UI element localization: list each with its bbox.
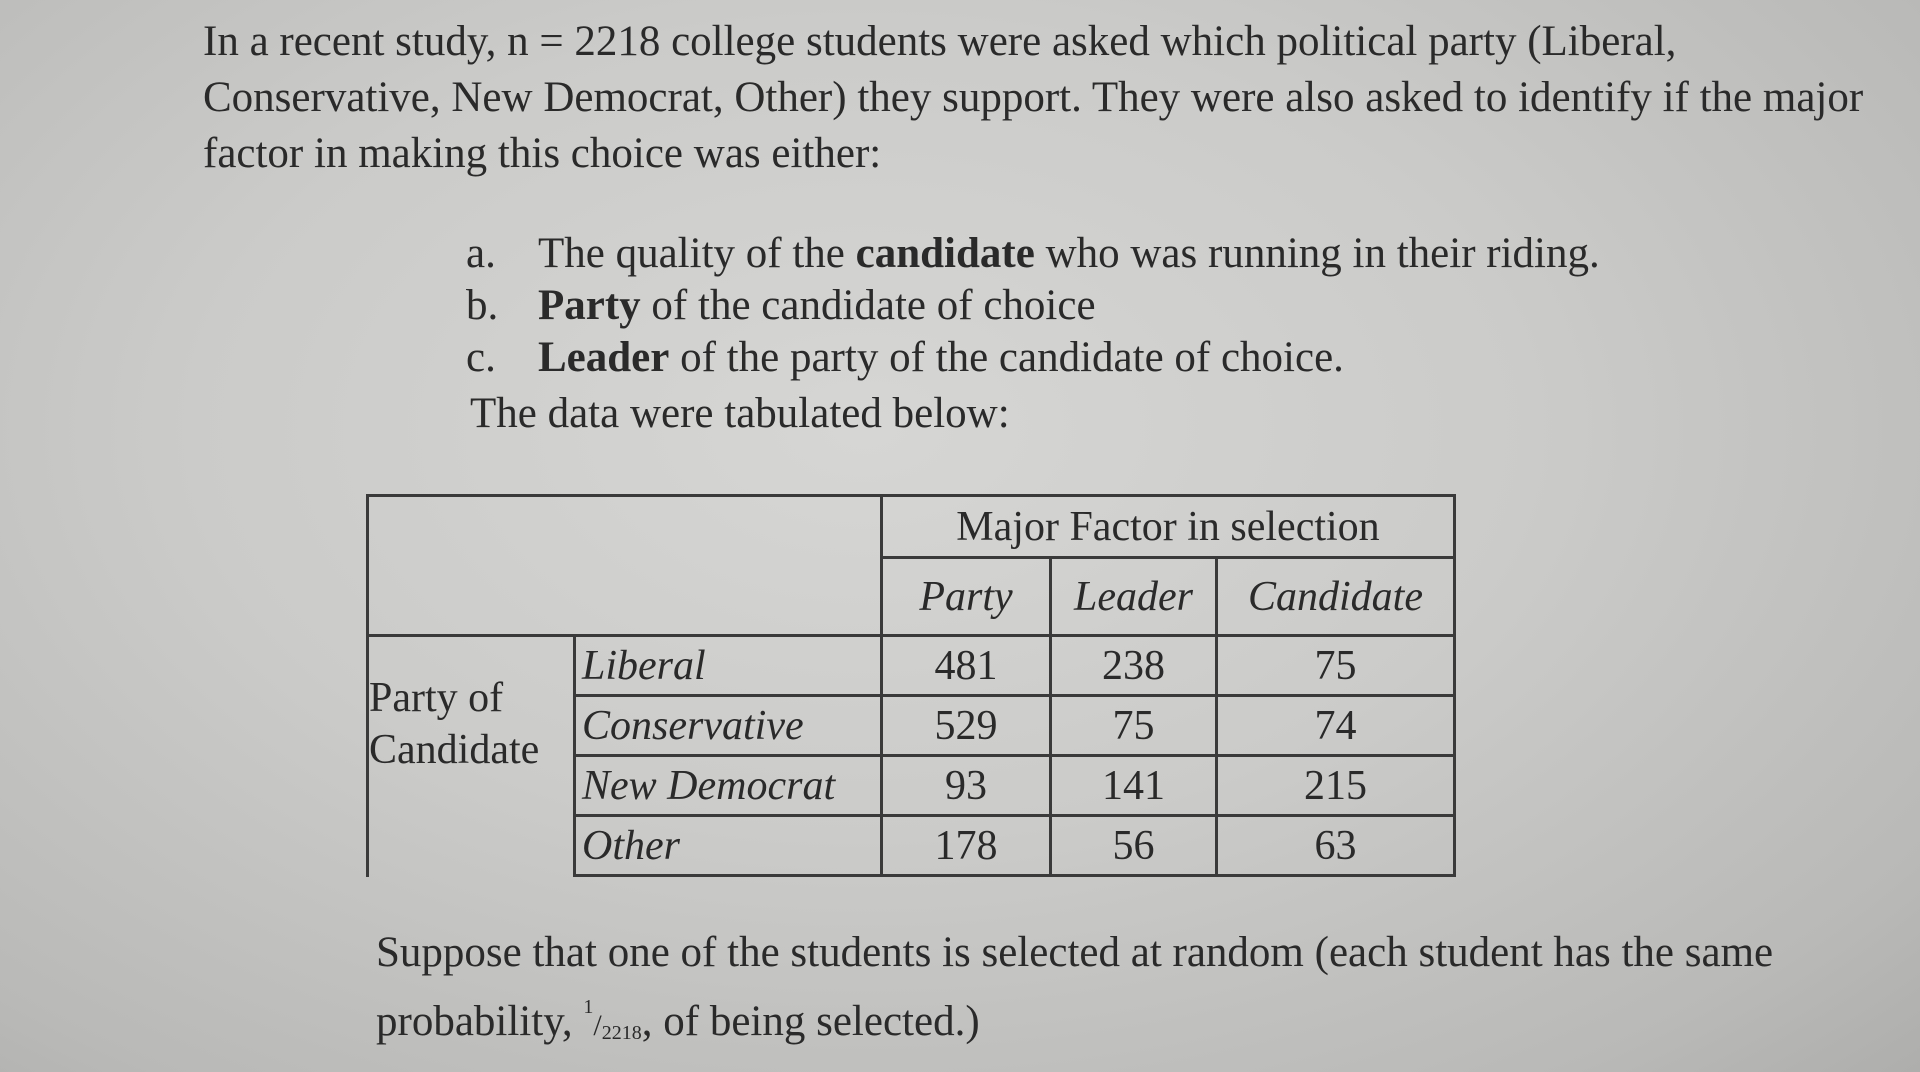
fraction-denominator: 2218 [601,1022,642,1044]
column-header-candidate: Candidate [1248,573,1423,620]
column-header-leader: Leader [1074,573,1193,620]
option-marker: a. [466,230,496,277]
option-marker: b. [466,282,499,329]
table-border-right [1453,494,1456,877]
table-cell: 141 [1102,762,1165,809]
option-text: who was running in their riding. [1034,230,1600,277]
closing-line-1: Suppose that one of the students is selected at random (each student has the same [376,929,1774,976]
row-label-new-democrat: New Democrat [582,762,836,809]
option-keyword: candidate [855,230,1035,277]
table-cell: 215 [1304,762,1367,809]
closing-text-pre: probability, [376,998,584,1045]
closing-text [376,926,1773,1060]
table-cell: 178 [934,822,998,869]
option-text: The quality of the [538,230,856,277]
problem-intro [203,14,1863,182]
table-cell: 481 [934,642,998,689]
intro-line-3: factor in making this choice was either: [203,130,882,177]
table-cell: 93 [945,762,987,809]
closing-text-post: , of being selected.) [641,998,980,1045]
tabulated-caption: The data were tabulated below: [470,390,1010,437]
option-text: of the candidate of choice [640,282,1096,329]
fraction-slash: / [593,1009,602,1042]
row-group-label [369,669,573,779]
column-group-header: Major Factor in selection [956,503,1380,550]
table-cell: 56 [1112,822,1155,869]
option-keyword: Leader [538,334,670,381]
row-label-conservative: Conservative [582,702,804,749]
option-text: of the party of the candidate of choice. [669,334,1344,381]
table-cell: 238 [1102,642,1165,689]
option-b [466,280,1600,332]
table-cell: 74 [1314,702,1357,749]
option-a [466,228,1600,280]
row-group-label-line-1: Party of [369,675,504,721]
table-cell: 75 [1112,702,1155,749]
option-marker: c. [466,334,496,381]
column-header-party: Party [919,573,1013,620]
option-c [466,332,1600,384]
option-keyword: Party [538,282,641,329]
intro-line-1: In a recent study, n = 2218 college students were asked which political party (Liberal, [203,18,1677,65]
row-label-other: Other [582,822,680,869]
row-label-liberal: Liberal [582,642,706,689]
table-cell: 63 [1314,822,1357,869]
factor-options-list [466,228,1600,384]
table-cell: 529 [934,702,998,749]
fraction-numerator: 1 [583,996,594,1018]
closing-line-2 [376,980,1773,1060]
intro-line-2: Conservative, New Democrat, Other) they support. They were also asked to identify if the major [203,74,1864,121]
contingency-table [366,494,1456,878]
row-group-label-line-2: Candidate [369,727,540,773]
table-border-bottom [573,874,1456,877]
table-cell: 75 [1314,642,1357,689]
